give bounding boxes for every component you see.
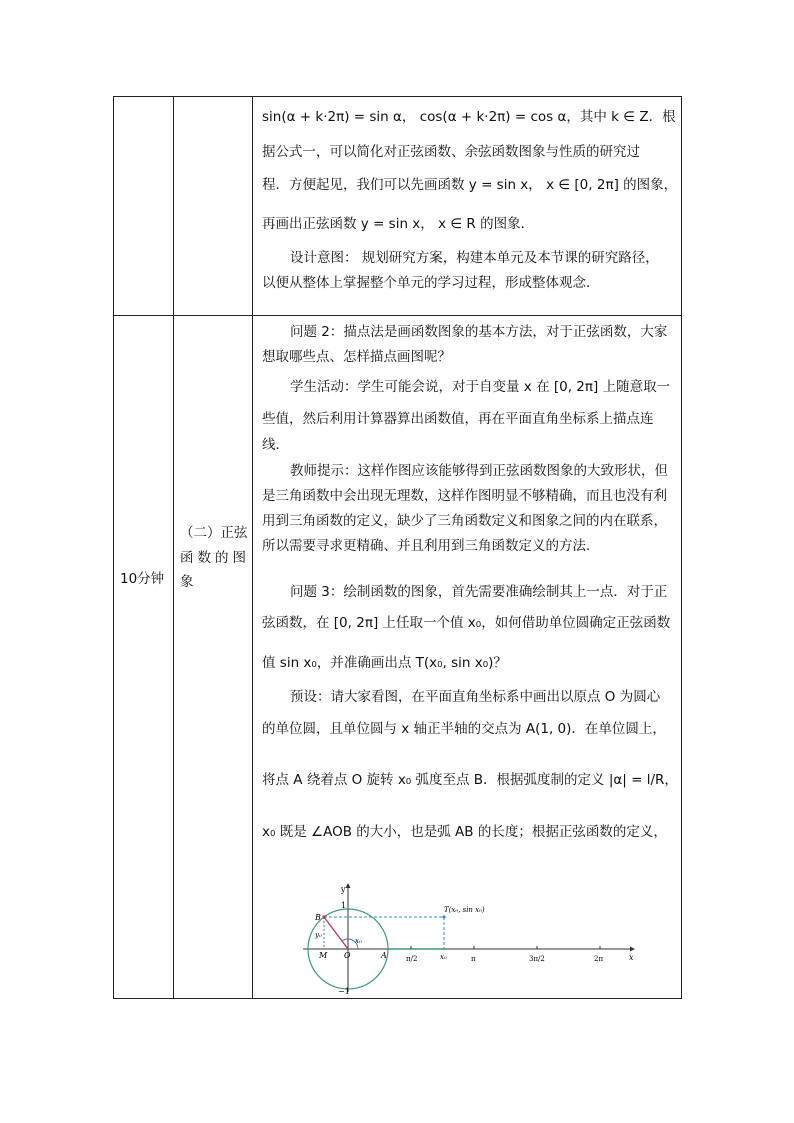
tick-label-neg-one: −1 xyxy=(338,987,350,994)
stage-line: （二）正弦 xyxy=(180,525,248,541)
label-t: T(x₀, sin x₀) xyxy=(444,906,485,914)
teacher-hint-line: 是三角函数中会出现无理数，这样作图明显不够精确，而且也没有利 xyxy=(262,488,667,504)
question-3-line: 值 sin x₀，并准确画出点 T(x₀, sin x₀)？ xyxy=(262,655,507,671)
preset-line: x₀ 既是 ∠AOB 的大小，也是弧 AB 的长度；根据正弦函数的定义， xyxy=(262,824,667,840)
question-3-line: 问题 3：绘制函数的图象，首先需要准确绘制其上一点．对于正 xyxy=(290,584,668,600)
table-col-divider-2 xyxy=(252,96,253,999)
tick-label-two-pi: 2π xyxy=(594,955,604,963)
tick-label-one: 1 xyxy=(341,901,347,910)
time-cell: 10分钟 xyxy=(120,571,165,587)
table-bottom-border xyxy=(113,998,682,999)
student-activity-line: 线． xyxy=(262,437,289,453)
unit-circle-figure xyxy=(298,882,638,994)
question-3-line: 弦函数，在 [0, 2π] 上任取一个值 x₀，如何借助单位圆确定正弦函数 xyxy=(262,615,671,631)
student-activity-line: 些值，然后利用计算器算出函数值，再在平面直角坐标系上描点连 xyxy=(262,411,654,427)
stage-line: 象 xyxy=(180,574,194,590)
teacher-hint-line: 用到三角函数的定义，缺少了三角函数定义和图象之间的内在联系， xyxy=(262,513,667,529)
table-row-divider xyxy=(113,315,682,316)
stage-line: 函数的图 xyxy=(180,550,250,566)
tick-label-pi: π xyxy=(471,955,476,963)
table-left-border xyxy=(113,96,114,999)
design-intent-line: 设计意图： 规划研究方案，构建本单元及本节课的研究路径， xyxy=(290,250,659,266)
label-a: A xyxy=(381,951,387,960)
teacher-hint-line: 教师提示：这样作图应该能够得到正弦函数图象的大致形状，但 xyxy=(290,463,668,479)
preset-line: 预设：请大家看图，在平面直角坐标系中画出以原点 O 为圆心 xyxy=(290,689,661,705)
text-line: 再画出正弦函数 y = sin x， x ∈ R 的图象． xyxy=(262,216,535,232)
table-right-border xyxy=(681,96,682,999)
tick-label-pi-half: π/2 xyxy=(406,955,418,963)
point-b xyxy=(322,915,325,918)
question-2-line: 问题 2：描点法是画函数图象的基本方法，对于正弦函数，大家 xyxy=(290,324,668,340)
point-t xyxy=(442,915,445,918)
label-m: M xyxy=(319,951,328,960)
preset-line: 将点 A 绕着点 O 旋转 x₀ 弧度至点 B．根据弧度制的定义 |α| = l/R， xyxy=(262,772,678,788)
y-axis-arrow xyxy=(346,883,351,888)
label-o: O xyxy=(344,951,351,960)
radius-ob xyxy=(324,917,348,949)
student-activity-line: 学生活动：学生可能会说，对于自变量 x 在 [0, 2π] 上随意取一 xyxy=(290,379,671,395)
teacher-hint-line: 所以需要寻求更精确、并且利用到三角函数定义的方法． xyxy=(262,538,600,554)
text-line: 程．方便起见，我们可以先画函数 y = sin x， x ∈ [0, 2π] 的图象， xyxy=(262,177,678,193)
label-b: B xyxy=(315,913,321,922)
text-line: 据公式一，可以简化对正弦函数、余弦函数图象与性质的研究过 xyxy=(262,144,640,160)
y-axis-label: y xyxy=(341,885,346,894)
label-y0: y₀ xyxy=(315,931,322,939)
label-x0-arc: x₀ xyxy=(355,937,362,945)
label-x0-axis: x₀ xyxy=(440,953,447,961)
formula-line: sin(α + k·2π) = sin α， cos(α + k·2π) = cos α，其中 k ∈ Z．根 xyxy=(262,109,676,125)
question-2-line: 想取哪些点、怎样描点画图呢？ xyxy=(262,349,451,365)
design-intent-line: 以便从整体上掌握整个单元的学习过程，形成整体观念． xyxy=(262,275,600,291)
x-axis-arrow xyxy=(630,947,635,952)
table-col-divider-1 xyxy=(173,96,174,999)
tick-label-three-pi-half: 3π/2 xyxy=(529,955,545,963)
preset-line: 的单位圆，且单位圆与 x 轴正半轴的交点为 A(1, 0)．在单位圆上， xyxy=(262,721,666,737)
table-top-border xyxy=(113,96,682,97)
x-axis-label: x xyxy=(629,953,634,962)
